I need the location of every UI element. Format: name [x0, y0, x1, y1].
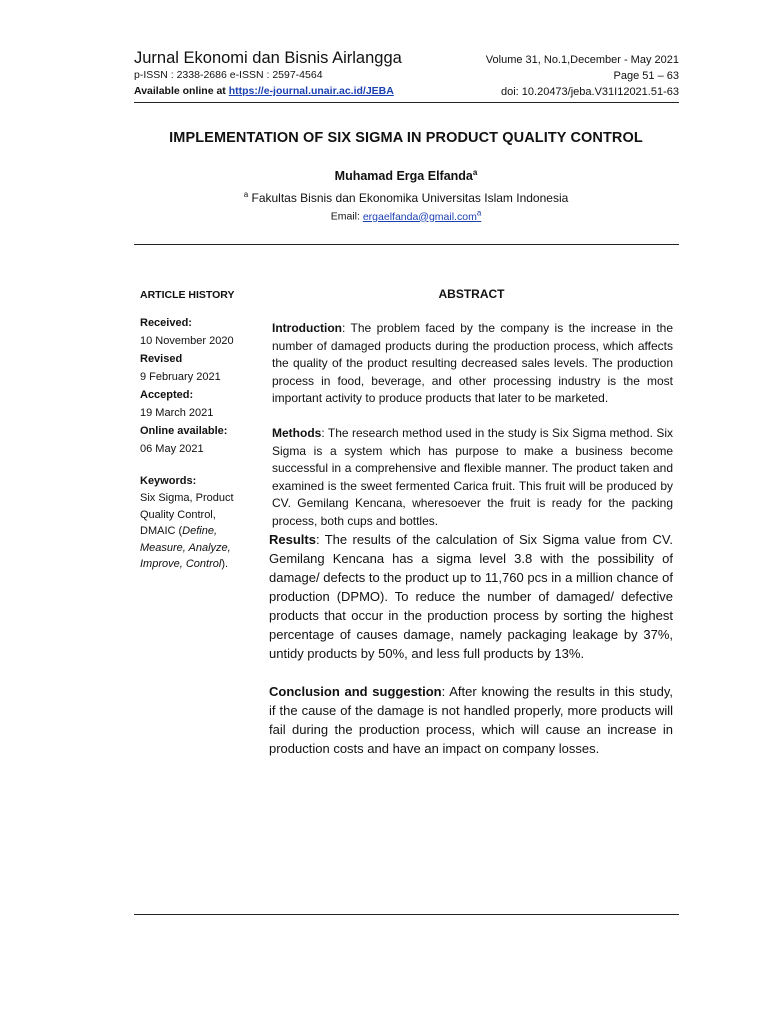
- issn: p-ISSN : 2338-2686 e-ISSN : 2597-4564: [134, 69, 323, 81]
- volume-info: Volume 31, No.1,December - May 2021: [485, 54, 679, 66]
- email-link[interactable]: ergaelfanda@gmail.com$^a$: [362, 208, 482, 223]
- abstract-conclusion: [269, 682, 673, 758]
- keywords-italic: Define, Measure, Analyze, Improve, Control: [140, 525, 231, 570]
- email-superscript: a: [476, 208, 482, 217]
- affiliation-text: Fakultas Bisnis dan Ekonomika Universitas Islam Indonesia: [251, 191, 569, 205]
- results-text: : The results of the calculation of Six Sigma value from CV. Gemilang Kencana has a sigma level 3.8 with the possibility of damage/ defects to the product up to 11,760 pcs in a million chance of production (DPMO). To reduce the number of damaged/ defective products that occur in the production process by sorting the highest percentage of causes damage, namely packaging leakage by 37%, untidy products by 50%, and less full products by 13%.: [269, 532, 673, 661]
- received-label: Received:: [140, 317, 192, 329]
- title-divider: [134, 244, 679, 245]
- abstract-results: [269, 530, 673, 663]
- available-prefix: Available online at: [134, 85, 226, 97]
- header-divider: [134, 102, 679, 103]
- author-email: [100, 208, 712, 223]
- methods-label: Methods: [272, 426, 322, 440]
- revised-date: 9 February 2021: [140, 371, 221, 383]
- affiliation-superscript: a: [243, 190, 249, 199]
- footer-divider: [134, 914, 679, 915]
- doi: doi: 10.20473/jeba.V31I12021.51-63: [501, 86, 679, 98]
- introduction-label: Introduction: [272, 321, 342, 335]
- page-range: Page 51 – 63: [613, 70, 679, 82]
- email-label: Email:: [330, 210, 360, 223]
- received-date: 10 November 2020: [140, 335, 234, 347]
- keywords: Six Sigma, Product Quality Control, DMAIC (Define, Measure, Analyze, Improve, Control).: [140, 492, 234, 570]
- author-superscript: a: [472, 168, 478, 177]
- keywords-label: Keywords:: [140, 475, 197, 487]
- journal-name: Jurnal Ekonomi dan Bisnis Airlangga: [134, 49, 402, 67]
- article-history: [140, 286, 250, 573]
- introduction-text: : The problem faced by the company is the increase in the number of damaged products during the production process, which affects the quality of the product resulting decreased sales levels. The production process in food, beverage, and other processing industry is the most important activity to produce products that later to be marketed.: [272, 321, 673, 405]
- online-date: 06 May 2021: [140, 443, 204, 455]
- conclusion-text: : After knowing the results in this study, if the cause of the damage is not handled properly, more products will fail during the production process, which will cause an increase in production costs and have an impact on company losses.: [269, 684, 673, 756]
- abstract-introduction: [272, 320, 673, 408]
- methods-text: : The research method used in the study is Six Sigma method. Six Sigma is a system which has purpose to make a business become successful in a comprehensive and flexible manner. The product taken and examined is the sweet fermented Carica fruit. This fruit will be produced by CV. Gemilang Kencana, wheresoever the fruit is ready for the packing process, both cups and bottles.: [272, 426, 673, 528]
- journal-url-link[interactable]: https://e-journal.unair.ac.id/JEBA: [228, 85, 394, 97]
- results-label: Results: [269, 532, 316, 547]
- online-label: Online available:: [140, 425, 228, 437]
- accepted-label: Accepted:: [140, 389, 194, 401]
- abstract-heading: ABSTRACT: [438, 287, 505, 301]
- accepted-date: 19 March 2021: [140, 407, 214, 419]
- author-name: [100, 168, 712, 183]
- abstract-methods: [272, 425, 673, 530]
- author-text: Muhamad Erga Elfanda: [334, 169, 473, 184]
- header-right: [379, 51, 679, 99]
- article-title: IMPLEMENTATION OF SIX SIGMA IN PRODUCT QUALITY CONTROL: [169, 130, 643, 146]
- history-heading: ARTICLE HISTORY: [140, 289, 235, 301]
- conclusion-label: Conclusion and suggestion: [269, 684, 442, 699]
- revised-label: Revised: [140, 353, 183, 365]
- affiliation: [100, 190, 712, 205]
